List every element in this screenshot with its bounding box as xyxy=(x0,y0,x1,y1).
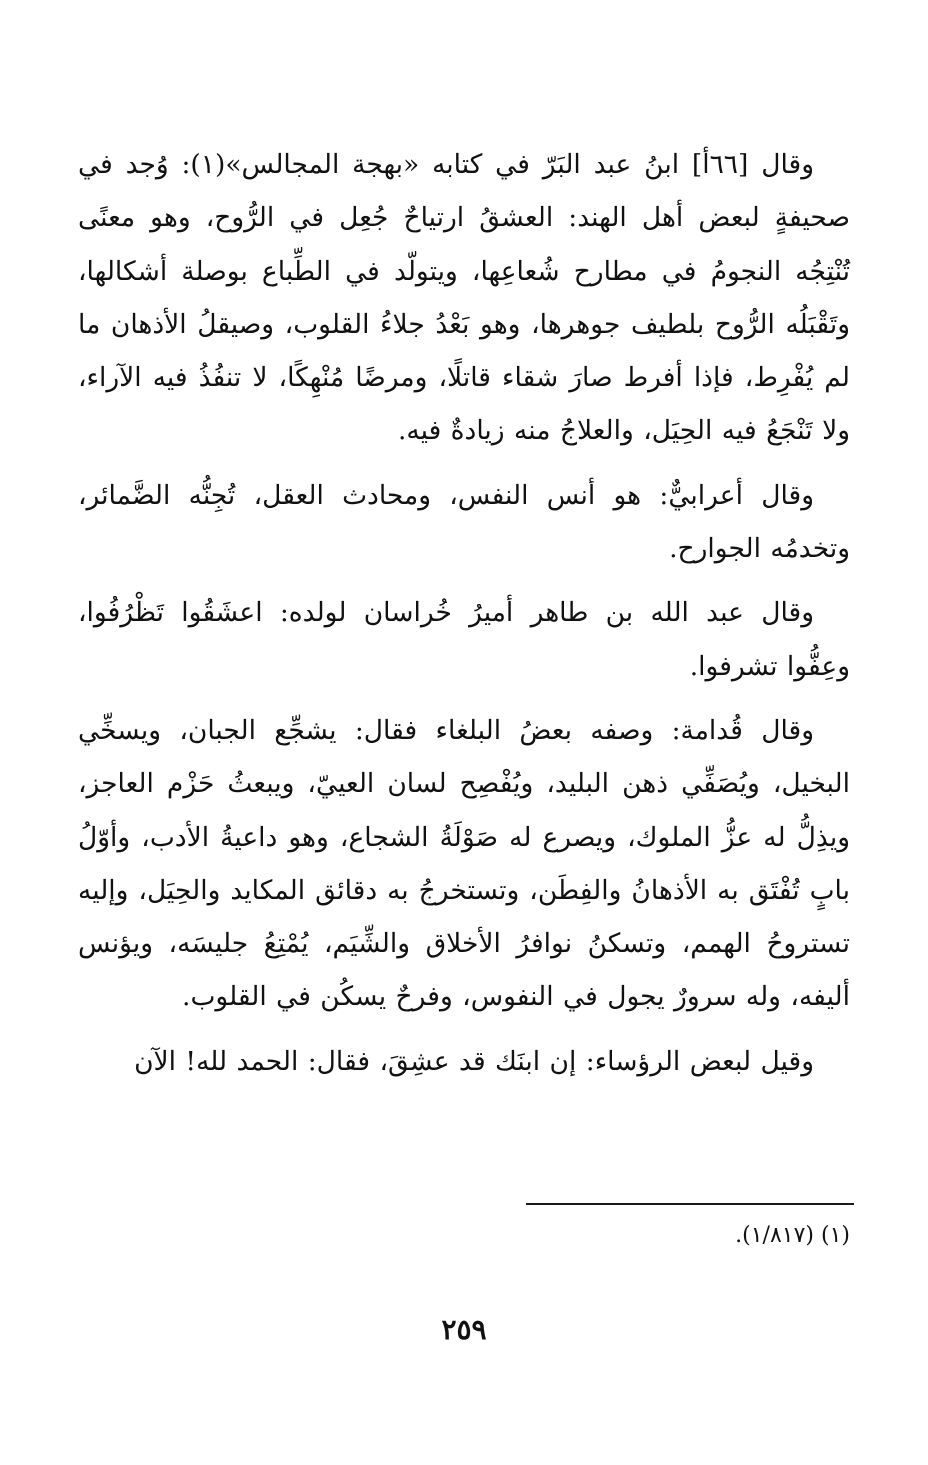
footnote: (١) (١/٨١٧). xyxy=(735,1223,850,1248)
paragraph-qudama: وقال قُدامة: وصفه بعضُ البلغاء فقال: يشجِّع الجبان، ويسخِّي البخيل، ويُصَفِّي ذهن البليد، ويُفْصِح لسان العييّ، ويبعثُ حَزْم العاجز، ويذِلُّ له عزُّ الملوك، ويصرع له صَوْلَةُ الشجاع، وهو داعيةُ الأدب، وأوّلُ بابٍ تُفْتَق به الأذهانُ والفِطَن، وتستخرجُ به دقائق المكايد والحِيَل، وإليه تستروحُ الهمم، وتسكنُ نوافرُ الأخلاق والشِّيَم، يُمْتِعُ جليسَه، ويؤنس أليفه، وله سرورٌ يجول في النفوس، وفرحٌ يسكُن في القلوب. xyxy=(78,714,850,1013)
paragraph-abdullah-ibn-tahir: وقال عبد الله بن طاهر أميرُ خُراسان لولده: اعشَقُوا تَظْرُفُوا، وعِفُّوا تشرفوا. xyxy=(78,597,850,682)
main-text xyxy=(78,138,850,1088)
paragraph-ibn-abd-al-barr: وقال [٦٦أ] ابنُ عبد البَرّ في كتابه «بهجة المجالس»(١): وُجد في صحيفةٍ لبعض أهل الهند: العشقُ ارتياحٌ جُعِل في الرُّوح، وهو معنًى تُنْتِجُه النجومُ في مطارح شُعاعِها، ويتولّد في الطِّباع بوصلة أشكالها، وتَقْبَلُه الرُّوح بلطيف جوهرها، وهو بَعْدُ جلاءُ القلوب، وصيقلُ الأذهان ما لم يُفْرِط، فإذا أفرط صارَ شقاء قاتلًا، ومرضًا مُنْهِكًا، لا تنفُذُ فيه الآراء، ولا تَنْجَعُ فيه الحِيَل، والعلاجُ منه زيادةٌ فيه. xyxy=(78,149,850,447)
paragraph-arabi: وقال أعرابيٌّ: هو أنس النفس، ومحادث العقل، تُجِنُّه الضَّمائر، وتخدمُه الجوارح. xyxy=(78,479,850,565)
footnote-separator xyxy=(526,1203,854,1205)
page-number: ٢٥٩ xyxy=(441,1313,487,1346)
paragraph-ruasa: وقيل لبعض الرؤساء: إن ابنَك قد عشِقَ، فقال: الحمد لله! الآن xyxy=(134,1045,814,1077)
